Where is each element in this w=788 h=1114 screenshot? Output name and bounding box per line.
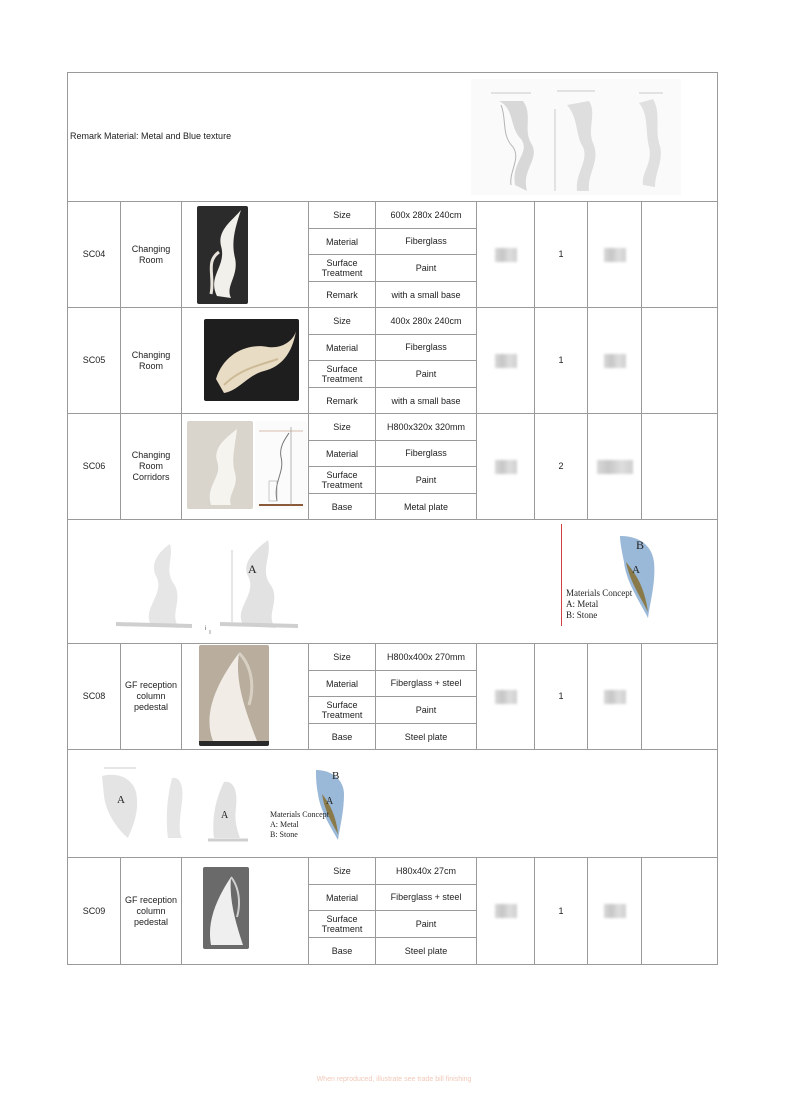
item-code: SC09 <box>68 858 121 964</box>
spec-value: Fiberglass + steel <box>390 892 462 902</box>
label-a: A <box>326 796 334 807</box>
elevation-drawings <box>471 79 681 195</box>
spec-line <box>309 202 476 229</box>
redacted-cell <box>477 858 535 964</box>
item-image-cell <box>182 414 309 519</box>
spec-table <box>309 414 477 519</box>
spec-key: Material <box>309 885 376 910</box>
concept-line-b: B: Stone <box>270 830 298 839</box>
item-row-sc06 <box>68 414 717 520</box>
spec-value: Paint <box>415 262 437 273</box>
label-a: A <box>248 562 257 576</box>
item-code: SC06 <box>68 414 121 519</box>
spec-line <box>309 494 476 520</box>
spec-line <box>309 255 476 282</box>
item-quantity: 1 <box>535 308 588 413</box>
redacted-cell <box>477 644 535 749</box>
item-quantity: 1 <box>535 202 588 307</box>
empty-cell <box>642 414 719 519</box>
item-location: GF reception column pedestal <box>121 644 182 749</box>
drawing-mark: i <box>205 626 207 632</box>
label-b: B <box>636 538 645 552</box>
spec-table <box>309 308 477 413</box>
spec-line <box>309 361 476 388</box>
spec-line <box>309 308 476 335</box>
concept-line-b: B: Stone <box>566 610 598 620</box>
item-location: Changing Room <box>121 308 182 413</box>
spec-value: with a small base <box>391 289 461 300</box>
label-a: A <box>221 810 229 821</box>
spec-key: Material <box>309 335 376 360</box>
redacted-value <box>604 904 626 918</box>
spec-line <box>309 671 476 697</box>
spec-line <box>309 282 476 308</box>
spec-key: Size <box>309 414 376 440</box>
redacted-value <box>604 248 626 262</box>
redacted-cell <box>477 308 535 413</box>
item-location: GF reception column pedestal <box>121 858 182 964</box>
spec-line <box>309 697 476 724</box>
item-row-sc04 <box>68 202 717 308</box>
sculpture-photo <box>197 206 248 304</box>
redacted-value <box>495 248 517 262</box>
spec-key: Remark <box>309 388 376 414</box>
sculpture-photo <box>204 319 299 401</box>
item-quantity: 1 <box>535 858 588 964</box>
spec-line <box>309 335 476 361</box>
spec-value: Paint <box>415 368 437 379</box>
elevation-drawing <box>255 421 307 509</box>
spec-key: Material <box>309 229 376 254</box>
redacted-cell <box>588 414 642 519</box>
spec-line <box>309 467 476 494</box>
spec-value: H800x320x 320mm <box>386 421 466 432</box>
spec-line <box>309 388 476 414</box>
sculpture-renderings <box>112 530 312 634</box>
materials-concept-text <box>566 588 632 621</box>
spec-value: Paint <box>415 918 437 929</box>
spec-line <box>309 229 476 255</box>
item-image-cell <box>182 308 309 413</box>
spec-value: Paint <box>415 474 437 485</box>
item-row-sc05 <box>68 308 717 414</box>
spec-line <box>309 724 476 750</box>
spec-value: H800x400x 270mm <box>386 651 466 662</box>
spec-key: Size <box>309 644 376 670</box>
empty-cell <box>642 308 719 413</box>
redacted-value <box>495 904 517 918</box>
materials-concept-card <box>270 768 360 854</box>
label-b: B <box>332 770 340 782</box>
sculpture-renderings <box>88 762 258 842</box>
spec-key: Size <box>309 202 376 228</box>
spec-key: Surface Treatment <box>309 255 376 281</box>
redacted-cell <box>477 202 535 307</box>
redacted-cell <box>588 202 642 307</box>
spec-key: Size <box>309 308 376 334</box>
sculpture-photo <box>203 867 249 949</box>
item-code: SC08 <box>68 644 121 749</box>
concept-title: Materials Concept <box>270 810 329 819</box>
spec-key: Base <box>309 938 376 964</box>
spec-table <box>309 644 477 749</box>
spec-key: Material <box>309 671 376 696</box>
redacted-cell <box>588 308 642 413</box>
redacted-cell <box>588 858 642 964</box>
redacted-cell <box>588 644 642 749</box>
item-quantity: 2 <box>535 414 588 519</box>
redacted-value <box>495 354 517 368</box>
spec-value: 400x 280x 240cm <box>390 315 462 326</box>
item-location: Changing Room <box>121 202 182 307</box>
remark-band <box>68 73 717 202</box>
sculpture-photo <box>187 421 253 509</box>
sculpture-photo <box>199 645 269 746</box>
empty-cell <box>642 202 719 307</box>
spec-value: Fiberglass <box>405 342 447 352</box>
item-code: SC05 <box>68 308 121 413</box>
spec-value: Fiberglass + steel <box>390 678 462 688</box>
redacted-cell <box>477 414 535 519</box>
materials-concept-text <box>270 810 329 840</box>
concept-title: Materials Concept <box>566 588 633 598</box>
item-image-cell <box>182 644 309 749</box>
spec-value: Paint <box>415 704 437 715</box>
redacted-value <box>604 690 626 704</box>
materials-concept-card <box>561 524 656 626</box>
concept-band <box>68 750 717 858</box>
spec-key: Base <box>309 494 376 520</box>
item-row-sc09 <box>68 858 717 964</box>
spec-line <box>309 938 476 964</box>
item-quantity: 1 <box>535 644 588 749</box>
spec-key: Surface Treatment <box>309 361 376 387</box>
spec-line <box>309 441 476 467</box>
redacted-value <box>597 460 633 474</box>
spec-table <box>309 858 477 964</box>
item-row-sc08 <box>68 644 717 750</box>
remark-text: Remark Material: Metal and Blue texture <box>70 131 232 141</box>
spec-value: Fiberglass <box>405 236 447 246</box>
spec-key: Surface Treatment <box>309 911 376 937</box>
label-a: A <box>117 794 125 806</box>
redacted-value <box>604 354 626 368</box>
concept-line-a: A: Metal <box>270 820 299 829</box>
empty-cell <box>642 644 719 749</box>
spec-value: 600x 280x 240cm <box>390 209 462 220</box>
spec-value: H80x40x 27cm <box>395 865 457 876</box>
spec-value: Steel plate <box>404 945 448 956</box>
page-footer: When reproduced, illustrate see trade bill finishing <box>316 1076 472 1083</box>
spec-key: Material <box>309 441 376 466</box>
concept-band <box>68 520 717 644</box>
spec-value: with a small base <box>391 395 461 406</box>
spec-sheet <box>67 72 718 965</box>
redacted-value <box>495 460 517 474</box>
item-location: Changing Room Corridors <box>121 414 182 519</box>
spec-key: Surface Treatment <box>309 697 376 723</box>
item-code: SC04 <box>68 202 121 307</box>
spec-value: Fiberglass <box>405 448 447 458</box>
item-image-cell <box>182 858 309 964</box>
spec-key: Base <box>309 724 376 750</box>
item-image-cell <box>182 202 309 307</box>
empty-cell <box>642 858 719 964</box>
spec-value: Metal plate <box>403 501 449 512</box>
spec-table <box>309 202 477 307</box>
spec-value: Steel plate <box>404 731 448 742</box>
concept-line-a: A: Metal <box>566 599 599 609</box>
spec-line <box>309 414 476 441</box>
spec-line <box>309 885 476 911</box>
spec-line <box>309 858 476 885</box>
label-a: A <box>632 564 640 576</box>
spec-key: Remark <box>309 282 376 308</box>
redacted-value <box>495 690 517 704</box>
spec-line <box>309 644 476 671</box>
spec-key: Size <box>309 858 376 884</box>
spec-key: Surface Treatment <box>309 467 376 493</box>
spec-line <box>309 911 476 938</box>
